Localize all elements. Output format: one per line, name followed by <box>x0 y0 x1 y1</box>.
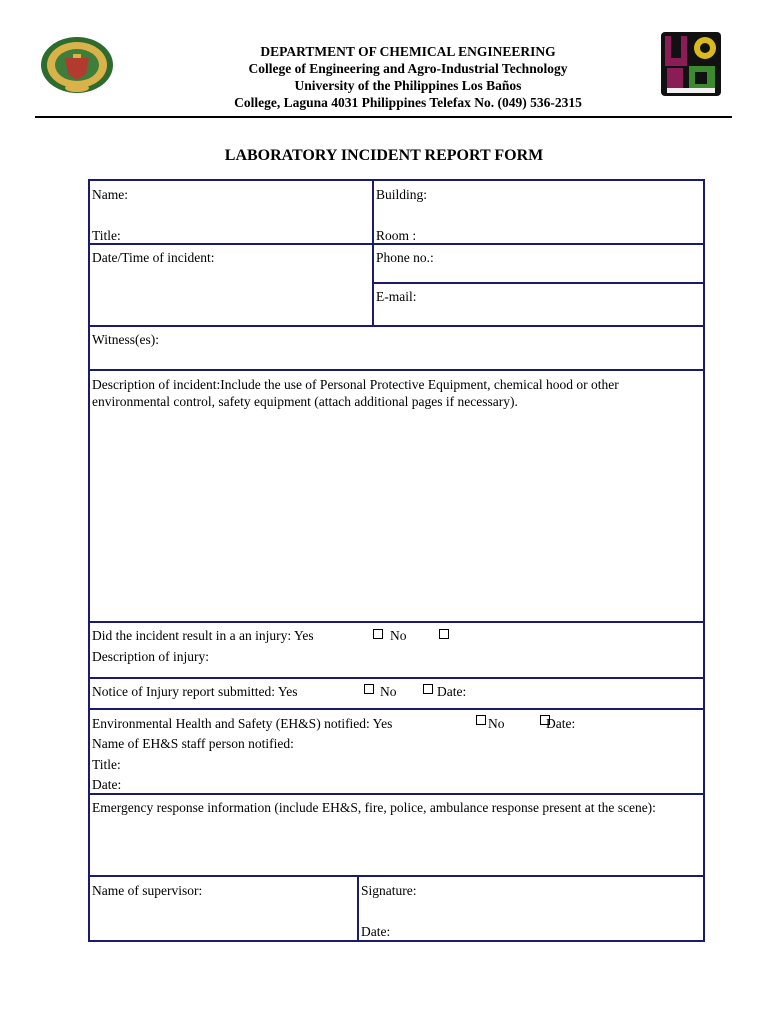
ceat-logo <box>661 32 721 96</box>
notice-no-label: No <box>380 684 397 699</box>
ehs-no-label: No <box>488 716 505 731</box>
department-name: DEPARTMENT OF CHEMICAL ENGINEERING <box>260 44 556 59</box>
row-divider <box>89 677 704 679</box>
form-title: LABORATORY INCIDENT REPORT FORM <box>224 147 544 164</box>
datetime-label: Date/Time of incident: <box>92 250 215 265</box>
injury-question: Did the incident result in a an injury: Yes <box>92 628 314 643</box>
row-divider <box>89 369 704 371</box>
room-label: Room : <box>376 228 417 243</box>
row-divider <box>89 621 704 623</box>
ehs-date2-label: Date: <box>92 777 122 792</box>
notice-label: Notice of Injury report submitted: Yes <box>92 684 298 699</box>
ehs-yes-checkbox[interactable] <box>476 715 486 725</box>
injury-no-checkbox[interactable] <box>439 629 449 639</box>
row-divider <box>373 282 704 284</box>
ehs-notified-label: Environmental Health and Safety (EH&S) notified: Yes <box>92 716 393 731</box>
witness-label: Witness(es): <box>92 332 159 347</box>
address-line: College, Laguna 4031 Philippines Telefax No. (049) 536-2315 <box>234 95 582 110</box>
notice-no-checkbox[interactable] <box>423 684 433 694</box>
title-label: Title: <box>92 228 121 243</box>
column-divider-bottom <box>357 876 359 941</box>
injury-description-label: Description of injury: <box>92 649 209 664</box>
row-divider <box>89 708 704 710</box>
signature-date-label: Date: <box>361 924 391 939</box>
email-label: E-mail: <box>376 289 417 304</box>
phone-label: Phone no.: <box>376 250 434 265</box>
emergency-label: Emergency response information (include EH&S, fire, police, ambulance response present at the scene): <box>92 800 656 815</box>
supervisor-label: Name of supervisor: <box>92 883 203 898</box>
ehs-staff-label: Name of EH&S staff person notified: <box>92 736 294 751</box>
row-divider <box>89 325 704 327</box>
ehs-title-label: Title: <box>92 757 121 772</box>
row-divider <box>89 875 704 877</box>
signature-label: Signature: <box>361 883 417 898</box>
building-label: Building: <box>376 187 428 202</box>
university-name: University of the Philippines Los Baños <box>294 78 522 93</box>
header-rule <box>35 116 732 118</box>
name-label: Name: <box>92 187 128 202</box>
injury-no-label: No <box>390 628 407 643</box>
ehs-date-label: Date: <box>546 716 576 731</box>
college-name: College of Engineering and Agro-Industrial Technology <box>248 61 568 76</box>
notice-yes-checkbox[interactable] <box>364 684 374 694</box>
description-label: Description of incident:Include the use of Personal Protective Equipment, chemical hood or other environmental control, safety equipment (attach additional pages if necessary). <box>92 377 619 409</box>
column-divider-top <box>372 180 374 325</box>
injury-yes-checkbox[interactable] <box>373 629 383 639</box>
row-divider <box>89 793 704 795</box>
notice-date-label: Date: <box>437 684 467 699</box>
uplb-seal-logo <box>40 36 114 94</box>
